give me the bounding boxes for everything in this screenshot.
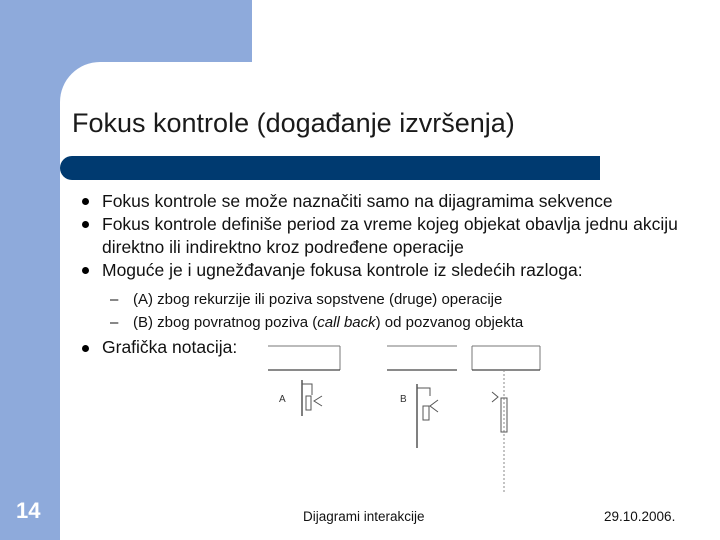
- self-call-arrow-a: [302, 384, 312, 395]
- sub-bullet-text: (B) zbog povratnog poziva (: [133, 313, 318, 331]
- nested-activation-a: [306, 396, 311, 410]
- bullet-dot-icon: [82, 198, 89, 205]
- bullet-dot-icon: [82, 221, 89, 228]
- sub-bullet-text: (A) zbog rekurzije ili poziva sopstvene (druge) operacije: [133, 291, 503, 308]
- bullet-dot-icon: [82, 267, 89, 274]
- slide-title: Fokus kontrole (događanje izvršenja): [72, 108, 515, 138]
- title-underline-bar: [60, 156, 600, 180]
- notation-svg: [260, 340, 550, 500]
- bullet-item: [82, 213, 702, 259]
- footer-title: Dijagrami interakcije: [303, 509, 425, 524]
- bullet-item: [82, 190, 702, 213]
- bullet-text: Grafička notacija:: [102, 337, 238, 357]
- call-arrow-b: [417, 388, 430, 396]
- sub-bullet-list: [110, 289, 710, 334]
- label-b: B: [400, 394, 407, 405]
- sub-bullet-item: [110, 312, 710, 335]
- arrowhead-b: [430, 400, 438, 412]
- bullet-text: Moguće je i ugnežđavanje fokusa kontrole iz sledećih razloga:: [102, 260, 583, 280]
- decor-left-band: [0, 62, 60, 540]
- sub-bullet-item: [110, 289, 710, 312]
- arrowhead-a: [314, 396, 322, 406]
- footer-date: 29.10.2006.: [604, 509, 676, 524]
- nested-activation-b: [423, 406, 429, 420]
- sequence-notation-diagram: [260, 340, 550, 500]
- sub-bullet-emphasis: call back: [317, 313, 376, 331]
- bullet-list: [82, 190, 702, 282]
- slide-number: 14: [16, 498, 41, 523]
- dash-icon: –: [110, 313, 119, 331]
- dash-icon: –: [110, 291, 119, 308]
- bullet-text: Fokus kontrole definiše period za vreme kojeg objekat obavlja jednu akciju direktno ili indirektno kroz podređene operacije: [102, 214, 678, 257]
- graphic-notation-bullet: [82, 337, 237, 358]
- bullet-dot-icon: [82, 345, 89, 352]
- sub-bullet-text-end: ) od pozvanog objekta: [375, 313, 524, 331]
- bullet-text: Fokus kontrole se može naznačiti samo na dijagramima sekvence: [102, 191, 613, 211]
- label-a: A: [279, 394, 286, 405]
- arrowhead-c: [492, 392, 498, 402]
- decor-top-band: [0, 0, 252, 62]
- bullet-item: [82, 259, 702, 282]
